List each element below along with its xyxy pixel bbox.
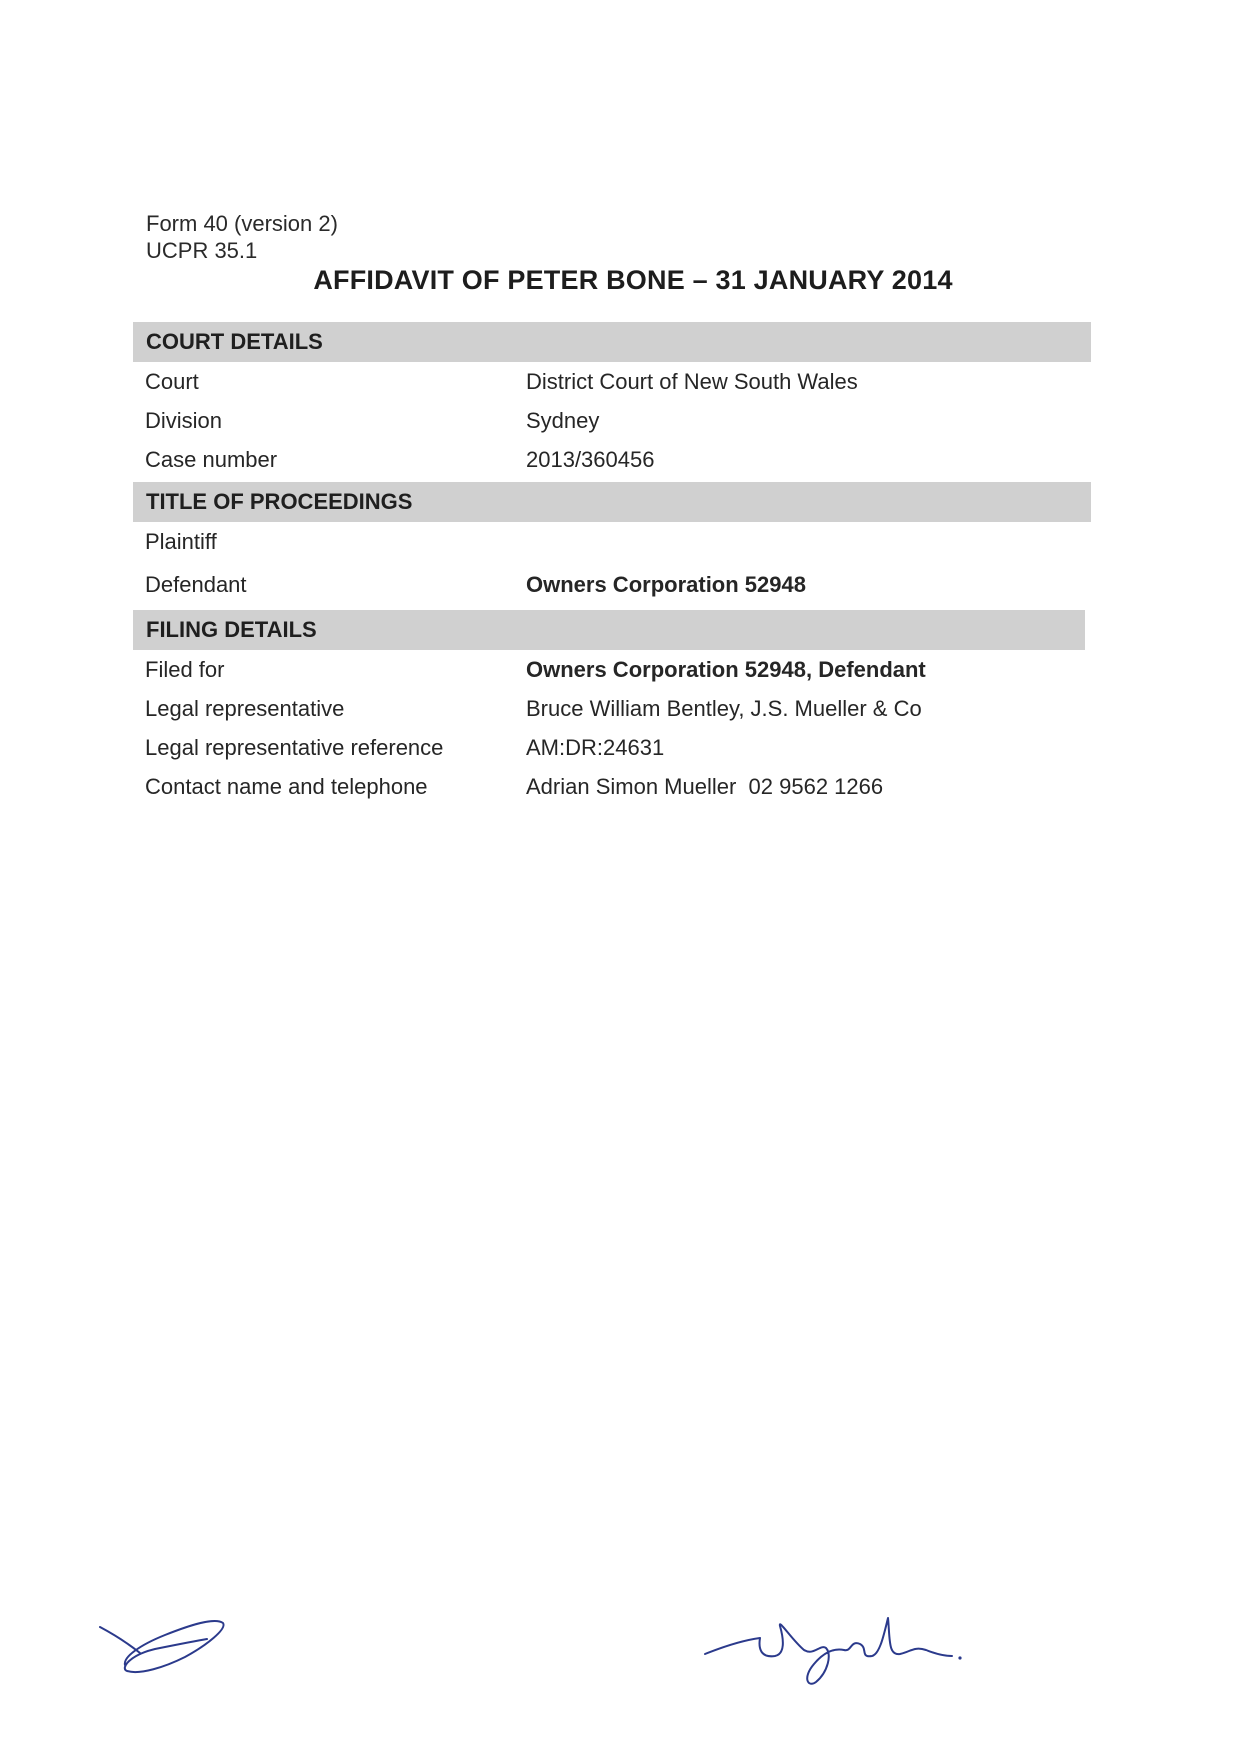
row-value: 2013/360456: [526, 447, 655, 472]
section-header-filing-details: FILING DETAILS: [133, 610, 1085, 650]
plaintiff-row: [0, 527, 1241, 557]
form-number: Form 40 (version 2): [146, 211, 338, 236]
row-value: Owners Corporation 52948: [526, 572, 806, 597]
form-meta: [146, 210, 338, 264]
deponent-signature: [95, 1605, 235, 1685]
row-label: Defendant: [145, 572, 247, 597]
court-row: [0, 367, 1241, 397]
row-label: Legal representative reference: [145, 735, 444, 760]
row-label: Filed for: [145, 657, 225, 682]
row-value: District Court of New South Wales: [526, 369, 858, 394]
document-title: AFFIDAVIT OF PETER BONE – 31 JANUARY 2014: [313, 265, 953, 295]
row-value: Sydney: [526, 408, 600, 433]
form-rule: UCPR 35.1: [146, 238, 258, 263]
contact-row: [0, 772, 1241, 802]
case-number-row: [0, 445, 1241, 475]
section-header-title-of-proceedings: TITLE OF PROCEEDINGS: [133, 482, 1091, 522]
row-value: AM:DR:24631: [526, 735, 665, 760]
division-row: [0, 406, 1241, 436]
section-header-court-details: COURT DETAILS: [133, 322, 1091, 362]
legal-representative-reference-row: [0, 733, 1241, 763]
row-label: Plaintiff: [145, 529, 217, 554]
filed-for-row: [0, 655, 1241, 685]
legal-representative-row: [0, 694, 1241, 724]
row-value: Adrian Simon Mueller 02 9562 1266: [526, 774, 884, 799]
row-label: Legal representative: [145, 696, 345, 721]
row-value: Owners Corporation 52948, Defendant: [526, 657, 926, 682]
row-value: Bruce William Bentley, J.S. Mueller & Co: [526, 696, 922, 721]
row-label: Court: [145, 369, 199, 394]
witness-signature: [700, 1600, 970, 1690]
row-label: Contact name and telephone: [145, 774, 428, 799]
defendant-row: [0, 570, 1241, 600]
row-label: Division: [145, 408, 223, 433]
row-label: Case number: [145, 447, 278, 472]
